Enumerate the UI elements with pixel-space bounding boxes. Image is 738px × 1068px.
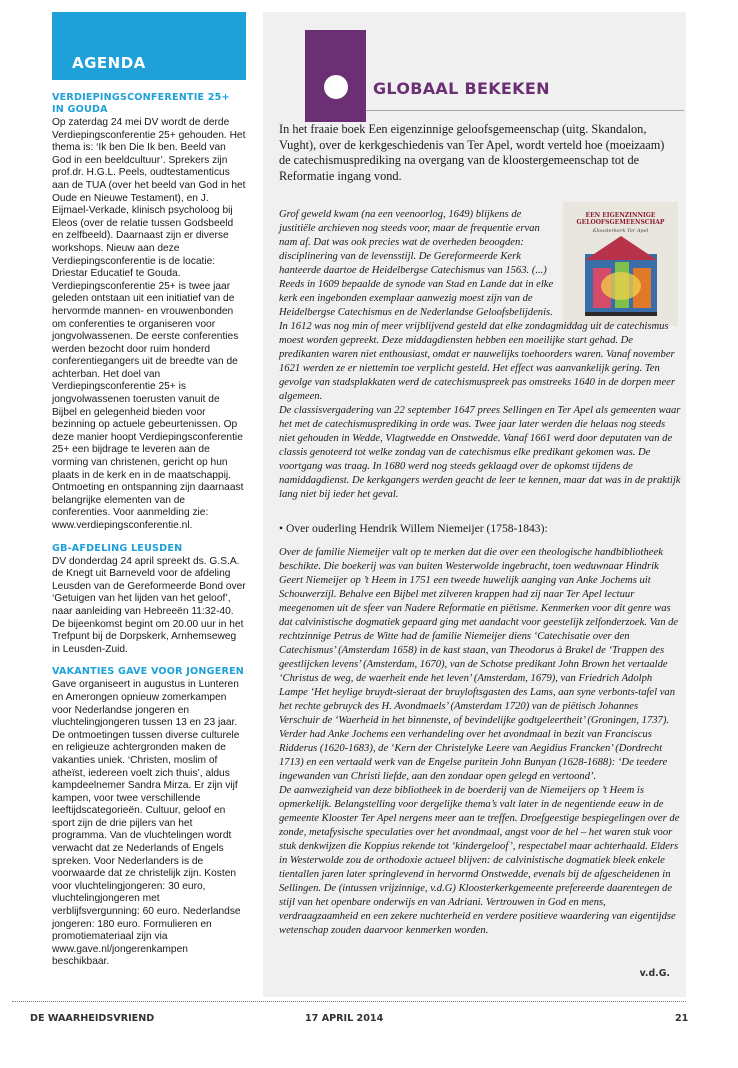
agenda-item-title: GB-AFDELING LEUSDEN	[52, 542, 183, 554]
agenda-item	[52, 543, 246, 657]
section-title: GLOBAAL BEKEKEN	[373, 79, 550, 98]
agenda-paragraph: Verdiepingsconferentie 25+ is twee jaar geleden ontstaan uit een initiatief van de hervormde mannen- en vrouwenbonden om conferenties te organiseren voor jongvolwassenen. De eerste conferenties werden bezocht door ruim honderd conferentiegangers uit de breedte van de achterban. Het doel van Verdiepingsconferentie 25+ is jongvolwassenen toerusten vanuit de Bijbel en gelegenheid bieden voor bezinning op actuele gebeurtenissen. Op deze manier hoopt Verdiepingsconferentie 25+ een bijdrage te leveren aan de vorming van christenen, gericht op hun plaats in de kerk en in de maatschappij. Ontmoeting en ontspanning zijn daarnaast belangrijke elementen van de conferenties. Voor aanmelding zie: www.verdiepingsconferentie.nl.	[52, 280, 244, 531]
agenda-item-body	[52, 679, 246, 969]
agenda-list	[52, 92, 246, 969]
article-panel	[263, 12, 686, 997]
footer-publication: DE WAARHEIDSVRIEND	[30, 1013, 155, 1024]
article-section-2	[279, 546, 681, 938]
footer-date: 17 APRIL 2014	[305, 1013, 384, 1024]
agenda-paragraph: Gave organiseert in augustus in Lunteren en Amerongen opnieuw zomerkampen voor Nederlandse jongeren en vluchtelingjongeren tussen 13 en 23 jaar. De ontmoetingen tussen diverse culturele en religieuze achtergronden maken de vakanties uniek. ‘Christen, moslim of atheïst, iedereen voelt zich thuis’, aldus kampdeelnemer Sandra Mirza. Er zijn vijf kampen, voor twee verschillende leeftijdscategorieën. Cultuur, geloof en sport zijn de drie pijlers van het programma. Van de vluchtelingen wordt verwacht dat ze Nederlands of Engels spreken. Voor Nederlanders is de voorwaarde dat ze christelijk zijn. Kosten voor vluchtelingjongeren: 30 euro, vluchtelingjongeren met verblijfsvergunning: 60 euro. Nederlandse jongeren: 180 euro. Formulieren en promotiemateriaal zijn via www.gave.nl/jongerenkampen beschikbaar.	[52, 679, 241, 968]
article-paragraph: De aanwezigheid van deze bibliotheek in de boerderij van de Niemeijers op ’t Heem is opmerkelijk. Belangstelling voor dergelijke thema’s valt later in de negentiende eeuw in de gemeente Klooster Ter Apel nergens meer aan te treffen. Droefgeestige bespiegelingen over de zonde, metafysische speculaties over het avondmaal, angst voor de hel – het waren stuk voor stuk denkwijzen die Koppius rekende tot ‘kindergeloof’, respectabel maar achterhaald. Elders in Westerwolde zou de orthodoxie actueel blijven: de calvinistische dogmatiek bleek enkele tientallen jaren later springlevend in hervormd Onstwedde, evenals bij de afgescheidenen in Sellingen. De (intussen vrijzinnige, v.d.G) Kloosterkerkgemeente prefereerde daarentegen de stijl van het openbare onderwijs en van Adriani. Vertrouwen in God en mens, verdraagzaamheid en een zekere nuchterheid en verdere positieve waardering van eigentijdse wetenschap zouden daarvoor kenmerken worden.	[279, 785, 680, 936]
section-logo-dot	[324, 75, 348, 99]
footer-rule	[12, 1001, 686, 1002]
footer-page-number: 21	[675, 1013, 689, 1024]
agenda-column	[52, 12, 246, 979]
agenda-header	[52, 12, 246, 80]
article-paragraph: Grof geweld kwam (na een veenoorlog, 1649) blijkens de justitiële archieven nog steeds voor, maar de frequentie ervan nam af. Dat was ook precies wat de overheden beoogden: disciplinering van de levensstijl. De Gereformeerde Kerk hanteerde daartoe de Heidelbergse Catechismus van 1563. (...) Reeds in 1609 bepaalde de synode van Stad en Lande dat in elke kerk een ingebonden exemplaar aanwezig moest zijn van de Heidelbergse Catechismus en de Nederlandse Geloofsbelijdenis.	[279, 209, 554, 318]
section-divider	[366, 110, 684, 111]
agenda-item-title: VAKANTIES GAVE VOOR JONGEREN	[52, 666, 245, 678]
agenda-paragraph: Op zaterdag 24 mei DV wordt de derde Verdiepingsconferentie 25+ gehouden. Het thema is: ‘Ik ben Die Ik ben. Beeld van God in een beeldcultuur’. Sprekers zijn prof.dr. H.G.L. Peels, oudtestamenticus aan de TUA (over het beeld van God in het Oude en Nieuwe Testament), en J. Eijmael-Verkade, klinisch psycholoog bij Eleos (over de relatie tussen Godsbeeld en zelfbeeld). Daarnaast zijn er diverse workshops. Nieuw aan deze Verdiepingsconferentie is de locatie: Driestar Educatief te Gouda.	[52, 117, 246, 280]
agenda-item	[52, 92, 246, 533]
article-signoff: v.d.G.	[639, 968, 670, 979]
agenda-item-body	[52, 556, 246, 657]
agenda-paragraph: DV donderdag 24 april spreekt ds. G.S.A. de Knegt uit Barneveld voor de afdeling Leusden van de Gereformeerde Bond over ‘Getuigen van het lijden van het geloof’, naar aanleiding van Hebreeën 11:32-40. De bijeenkomst begint om 20.00 uur in het Trefpunt bij de Dorpskerk, Arnhemseweg in Leusden-Zuid.	[52, 555, 246, 655]
article-section-1	[279, 208, 681, 502]
article-paragraph: In 1612 was nog min of meer vrijblijvend gesteld dat elke zondagmiddag uit de catechismus moest worden gepreekt. Deze middagdiensten hebben een moeilijke start gehad. De predikanten waren niet enthousiast, omdat er nauwelijks toehoorders waren. Vanaf november 1621 werden ze er niettemin toe verplicht gesteld. Het effect was aanvankelijk gering. Ten gevolge van stadsplakkaten werd de catechismuspreek pas omstreeks 1640 in de dorpen meer algemeen.	[279, 321, 675, 402]
article-paragraph: Over de familie Niemeijer valt op te merken dat die over een theologische handbibliotheek beschikte. Die boekerij was van buiten Westerwolde ingebracht, toen weduwnaar Hindrik Geert Niemeijer op ’t Heem in 1751 een tweede huwelijk aanging van Anke Jochems uit Schouwerzijl. Behalve een Bijbel met zilveren krappen had zij naar Ter Apel lectuur meegenomen uit de sfeer van Nadere Reformatie en piëtisme. Kenmerken voor dit genre was dat calvinistische dogmatiek gepaard ging met aandacht voor geestelijk zelfonderzoek. Van de rechtzinnige Petrus de Witte had de familie Niemeijer diens ‘Catechisatie over den Catechismus’ (Amsterdam 1658) in de kast staan, van Theodorus à Brakel de ‘Trappen des geestlijcken levens’ (Amsterdam, 1670), van de Schotse predikant John Brown het vertaalde ‘Christus de weg, de waerheit ende het leven’ (Amsterdam, 1679), van Friedrich Adolph Lampe ‘Het heylige bruydt-sieraat der bruyloftsgasten des Lams, aan syne verbonts-tafel van het rechte gebruyck des H. Avondmaels’ (Amsterdam 1720) van de piëtisch Johannes Verschuir de ‘Waerheid in het binnenste, of bevindelijke godtgeleertheit’ (Groningen, 1737). Verder had Anke Jochems een verhandeling over het avondmaal in bezit van Franciscus Ridderus (1620-1683), de ‘Kern der Christelyke Leere van Aegidius Francken’ (Dordrecht 1713) en een vertaald werk van de Engelse puritein John Bunyan (1628-1688): ‘De teedere ingewanden van Christi liefde, aan den zondaar open gelegd en vertoond’.	[279, 547, 679, 782]
section-logo	[305, 30, 366, 122]
article-bullet: • Over ouderling Hendrik Willem Niemeijer (1758-1843):	[279, 522, 548, 535]
agenda-item-title: VERDIEPINGSCONFERENTIE 25+ IN GOUDA	[52, 92, 230, 115]
book-cover-title: EEN EIGENZINNIGE GELOOFSGEMEENSCHAP	[576, 212, 665, 226]
article-paragraph: De classisvergadering van 22 september 1647 prees Sellingen en Ter Apel als gemeenten waar het met de catechismusprediking in orde was. Twee jaar later werden die helaas nog steeds niet gehouden in Wedde, Vlagtwedde en Onstwedde. Vanaf 1661 werd door deputaten van de classis genoteerd tot welke zondag van de catechismus elke predikant gekomen was. De voortgang was traag. In 1680 werd nog steeds geklaagd over de opkomst tijdens de namiddagdienst. De kerkgangers werden geacht de leer te kennen, maar dat was in de praktijk lang niet bij ieder het geval.	[279, 405, 681, 500]
book-cover-subtitle: Kloosterkerk Ter Apel	[592, 228, 649, 234]
article-intro: In het fraaie boek Een eigenzinnige geloofsgemeenschap (uitg. Skandalon, Vught), over de kerkgeschiedenis van Ter Apel, wordt verteld hoe (moeizaam) de catechismusprediking na overgang van de kloostergemeenschap tot de Reformatie ingang vond.	[279, 122, 665, 183]
agenda-item	[52, 666, 246, 969]
agenda-header-label: AGENDA	[72, 54, 146, 72]
agenda-item-body	[52, 117, 246, 533]
